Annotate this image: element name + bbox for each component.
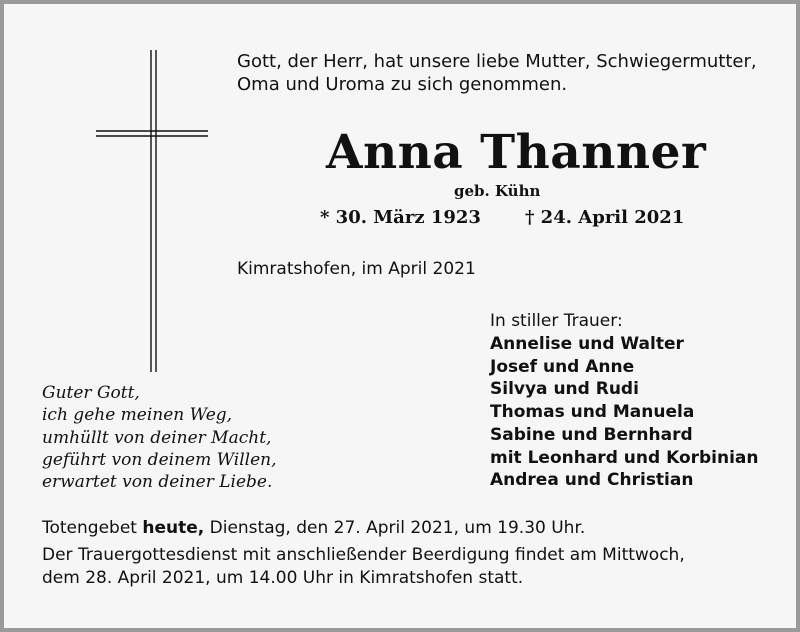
intro-line-1: Gott, der Herr, hat unsere liebe Mutter, Schwiegermutter, (237, 51, 757, 72)
verse (42, 382, 277, 493)
verse-line: umhüllt von deiner Macht, (42, 427, 272, 448)
service-line-2: dem 28. April 2021, um 14.00 Uhr in Kimratshofen statt. (42, 568, 524, 588)
verse-line: erwartet von deiner Liebe. (42, 472, 273, 493)
mourner-item: Andrea und Christian (490, 470, 694, 491)
verse-line: geführt von deinem Willen, (42, 449, 277, 470)
maiden-name: geb. Kühn (454, 182, 541, 200)
mourners-list (490, 333, 759, 492)
intro-line-2: Oma und Uroma zu sich genommen. (237, 74, 568, 95)
service-line-1: Der Trauergottesdienst mit anschließender Beerdigung findet am Mittwoch, (42, 545, 685, 565)
prayer-notice (42, 518, 585, 538)
mourners-title: In stiller Trauer: (490, 311, 623, 331)
place-date: Kimratshofen, im April 2021 (237, 259, 476, 279)
verse-line: ich gehe meinen Weg, (42, 405, 233, 426)
mourner-item: Thomas und Manuela (490, 402, 695, 423)
prayer-prefix: Totengebet (42, 518, 143, 538)
verse-line: Guter Gott, (42, 383, 140, 403)
prayer-suffix: Dienstag, den 27. April 2021, um 19.30 Uhr. (204, 518, 586, 538)
intro-text (237, 50, 757, 96)
mourner-item: Annelise und Walter (490, 334, 684, 354)
mourner-item: Silvya und Rudi (490, 379, 639, 400)
death-date: † 24. April 2021 (525, 207, 685, 228)
mourner-item: Josef und Anne (490, 356, 635, 377)
mourner-item: Sabine und Bernhard (490, 424, 693, 445)
cross-icon (96, 50, 208, 372)
prayer-bold: heute, (142, 518, 205, 538)
mourner-item: mit Leonhard und Korbinian (490, 447, 759, 468)
obituary-card (4, 4, 796, 628)
birth-date: * 30. März 1923 (320, 207, 481, 228)
deceased-name: Anna Thanner (326, 125, 707, 180)
service-notice (42, 544, 685, 590)
